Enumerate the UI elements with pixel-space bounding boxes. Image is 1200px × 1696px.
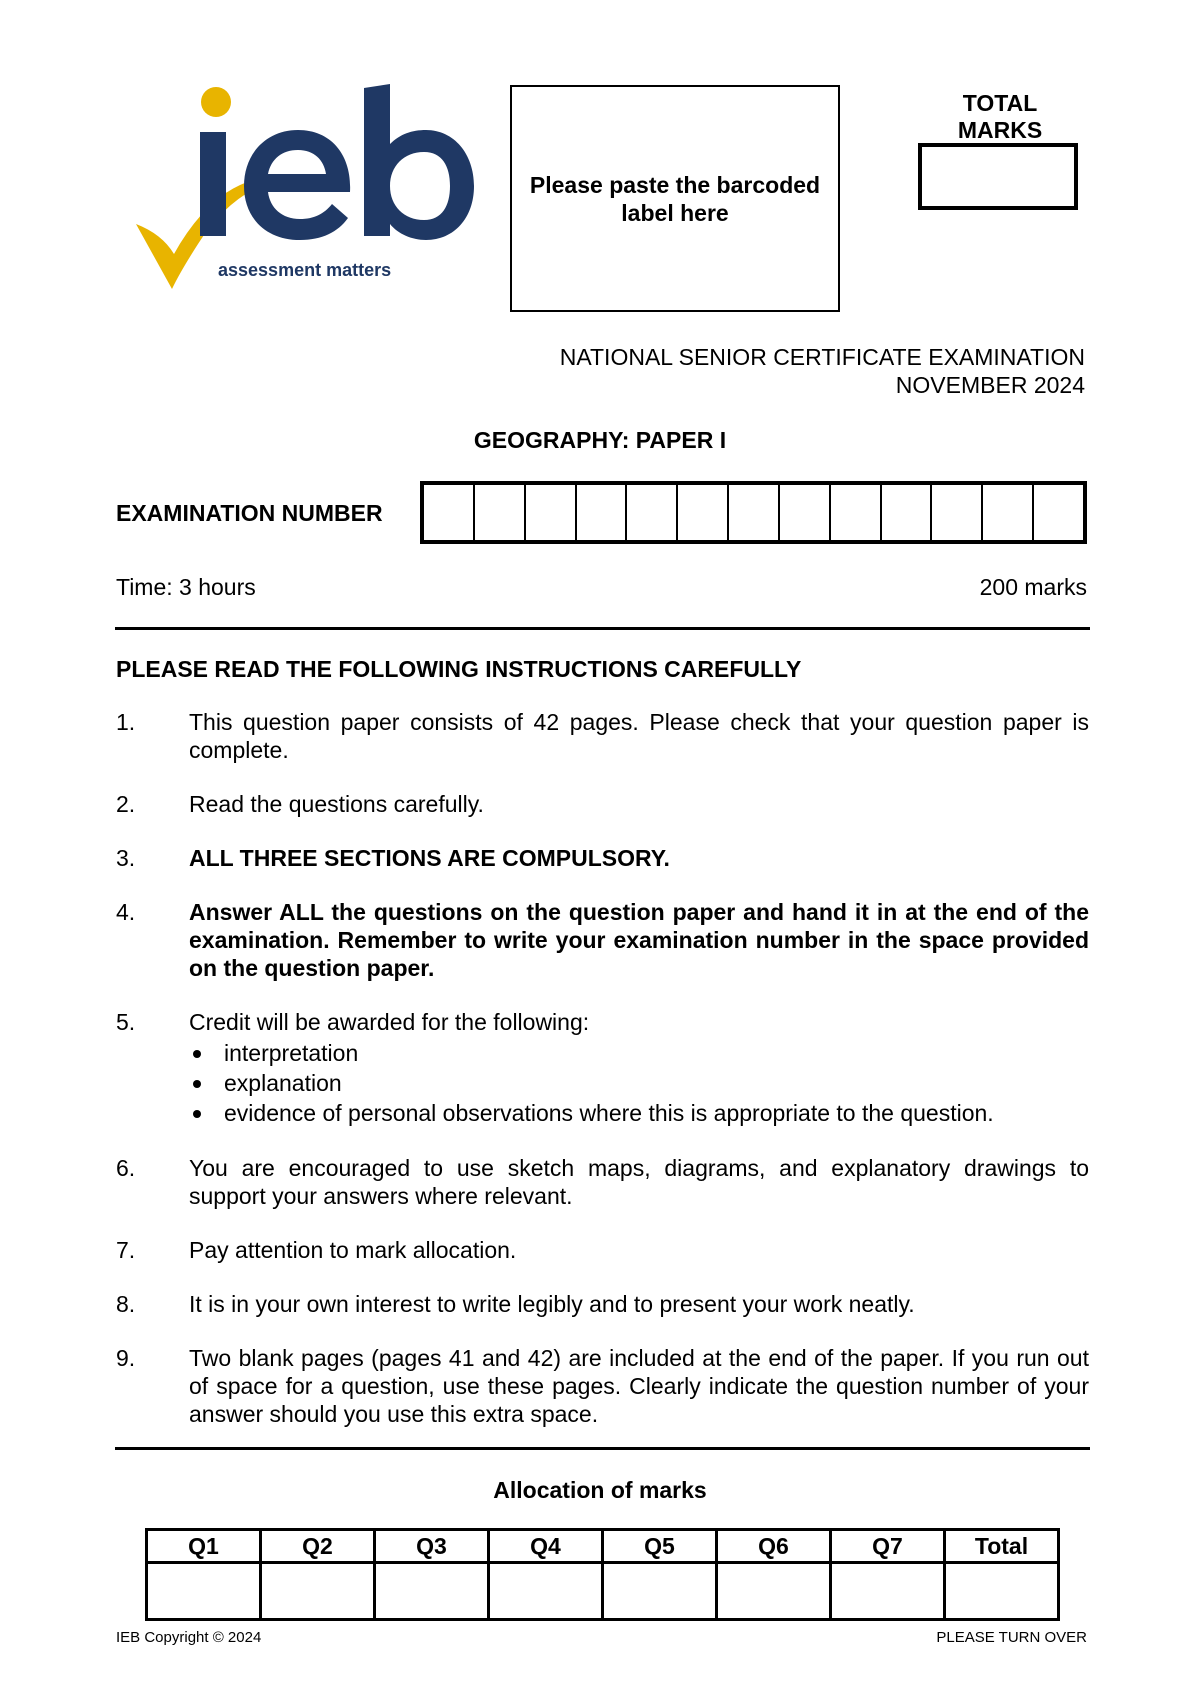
allocation-mark-cell[interactable]	[945, 1563, 1059, 1620]
exam-number-label: EXAMINATION NUMBER	[116, 500, 383, 526]
barcode-label-box	[510, 85, 840, 312]
instruction-number: 8.	[116, 1291, 136, 1317]
instruction-text: You are encouraged to use sketch maps, diagrams, and explanatory drawings to support your answers where relevant.	[189, 1155, 1089, 1209]
exam-number-digit-box[interactable]	[780, 485, 831, 540]
instruction-text: Read the questions carefully.	[189, 791, 484, 817]
exam-number-digit-box[interactable]	[882, 485, 933, 540]
allocation-column-header: Q5	[603, 1530, 717, 1563]
instruction-item	[116, 844, 1089, 872]
credit-bullet-list	[189, 1038, 1089, 1128]
exam-number-digit-box[interactable]	[475, 485, 526, 540]
total-marks-box[interactable]	[918, 143, 1078, 210]
allocation-column-header: Q3	[375, 1530, 489, 1563]
instructions-heading: PLEASE READ THE FOLLOWING INSTRUCTIONS CAREFULLY	[116, 656, 802, 682]
allocation-column-header: Q6	[717, 1530, 831, 1563]
time-allowed: Time: 3 hours	[116, 574, 256, 600]
exam-number-boxes[interactable]	[420, 481, 1087, 544]
exam-number-digit-box[interactable]	[577, 485, 628, 540]
exam-number-digit-box[interactable]	[1034, 485, 1083, 540]
exam-title: NATIONAL SENIOR CERTIFICATE EXAMINATION NOVEMBER 2024	[559, 344, 1085, 398]
instruction-number: 4.	[116, 899, 136, 925]
allocation-header-row	[147, 1530, 1059, 1563]
instruction-text: This question paper consists of 42 pages. Please check that your question paper is complete.	[189, 709, 1089, 763]
instruction-item	[116, 1008, 1089, 1128]
bullet-item: explanation	[189, 1068, 1089, 1098]
logo-dot	[201, 87, 231, 117]
bullet-item: interpretation	[189, 1038, 1089, 1068]
instruction-item	[116, 1290, 1089, 1318]
instruction-text: Two blank pages (pages 41 and 42) are included at the end of the paper. If you run out of space for a question, use these pages. Clearly indicate the question number of your answer should you use this extra space.	[189, 1345, 1089, 1427]
instruction-text: ALL THREE SECTIONS ARE COMPULSORY.	[189, 845, 670, 871]
allocation-mark-cell[interactable]	[717, 1563, 831, 1620]
footer-turn-over: PLEASE TURN OVER	[936, 1629, 1087, 1646]
paper-title: GEOGRAPHY: PAPER I	[473, 427, 727, 453]
instruction-number: 7.	[116, 1237, 136, 1263]
instruction-item	[116, 898, 1089, 982]
allocation-title: Allocation of marks	[493, 1477, 707, 1503]
logo-i-stem	[200, 132, 226, 236]
allocation-mark-cell[interactable]	[147, 1563, 261, 1620]
instruction-number: 2.	[116, 791, 136, 817]
bullet-item: evidence of personal observations where this is appropriate to the question.	[189, 1098, 1089, 1128]
divider	[115, 627, 1090, 630]
allocation-column-header: Total	[945, 1530, 1059, 1563]
allocation-column-header: Q7	[831, 1530, 945, 1563]
instruction-text: Answer ALL the questions on the question paper and hand it in at the end of the examination. Remember to write your examination number in the space provided on the question paper.	[189, 899, 1089, 981]
allocation-column-header: Q4	[489, 1530, 603, 1563]
logo-e	[244, 130, 350, 240]
exam-number-digit-box[interactable]	[424, 485, 475, 540]
logo-b	[364, 84, 474, 240]
allocation-mark-cell[interactable]	[603, 1563, 717, 1620]
instruction-body	[189, 1008, 1089, 1128]
logo-tagline: assessment matters	[218, 260, 392, 280]
allocation-mark-cell[interactable]	[831, 1563, 945, 1620]
exam-number-digit-box[interactable]	[729, 485, 780, 540]
exam-number-digit-box[interactable]	[678, 485, 729, 540]
allocation-mark-cell[interactable]	[261, 1563, 375, 1620]
footer-copyright: IEB Copyright © 2024	[116, 1629, 262, 1646]
instruction-item	[116, 708, 1089, 764]
instruction-item	[116, 1154, 1089, 1210]
instruction-number: 9.	[116, 1345, 136, 1371]
allocation-column-header: Q2	[261, 1530, 375, 1563]
instructions-list	[116, 708, 1089, 1454]
instruction-item	[116, 1236, 1089, 1264]
instruction-number: 3.	[116, 845, 136, 871]
instruction-text: Pay attention to mark allocation.	[189, 1237, 517, 1263]
exam-number-digit-box[interactable]	[983, 485, 1034, 540]
allocation-column-header: Q1	[147, 1530, 261, 1563]
instruction-number: 5.	[116, 1009, 136, 1035]
instruction-number: 6.	[116, 1155, 136, 1181]
total-marks-value: 200 marks	[979, 574, 1087, 600]
barcode-label-text: Please paste the barcoded label here	[529, 171, 821, 226]
ieb-logo	[128, 84, 478, 309]
instruction-item	[116, 1344, 1089, 1428]
allocation-marks-row	[147, 1563, 1059, 1620]
exam-number-digit-box[interactable]	[831, 485, 882, 540]
exam-number-digit-box[interactable]	[932, 485, 983, 540]
exam-number-digit-box[interactable]	[627, 485, 678, 540]
total-marks-label: TOTAL MARKS	[957, 90, 1043, 143]
instruction-text: It is in your own interest to write legibly and to present your work neatly.	[189, 1291, 915, 1317]
exam-number-digit-box[interactable]	[526, 485, 577, 540]
allocation-mark-cell[interactable]	[489, 1563, 603, 1620]
instruction-item	[116, 790, 1089, 818]
allocation-table	[145, 1528, 1060, 1621]
instruction-number: 1.	[116, 709, 136, 735]
instruction-text: Credit will be awarded for the following:	[189, 1009, 590, 1035]
allocation-mark-cell[interactable]	[375, 1563, 489, 1620]
divider	[115, 1447, 1090, 1450]
